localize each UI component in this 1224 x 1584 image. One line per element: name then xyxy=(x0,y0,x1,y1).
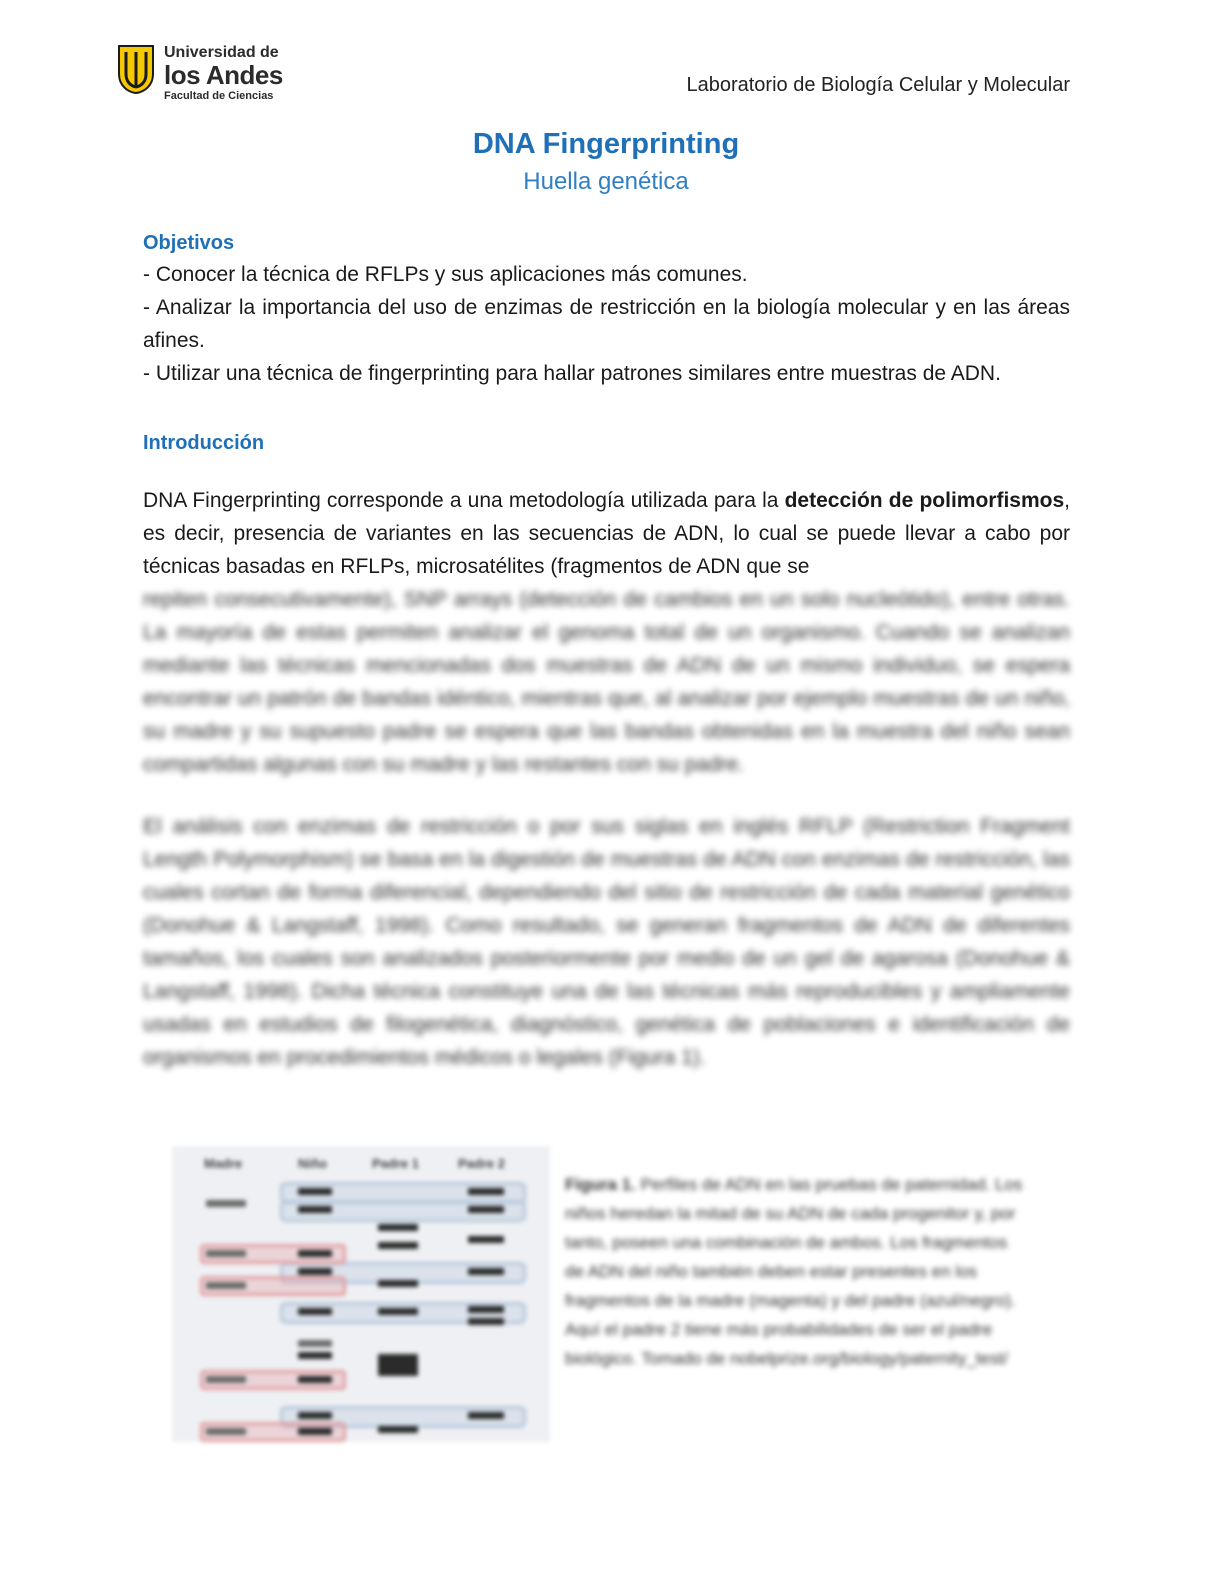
figure-caption xyxy=(565,1170,1025,1373)
logo-line-3: Facultad de Ciencias xyxy=(164,90,274,102)
gel-band xyxy=(206,1200,246,1207)
lane-header: Padre 1 xyxy=(372,1156,419,1171)
document-title: DNA Fingerprinting xyxy=(472,128,740,160)
lane-header: Niño xyxy=(298,1156,327,1171)
caption-label: Figura 1. xyxy=(565,1175,636,1194)
gel-band xyxy=(378,1308,418,1315)
gel-band xyxy=(378,1280,418,1287)
gel-band xyxy=(468,1412,504,1419)
gel-figure xyxy=(172,1146,550,1442)
gel-band xyxy=(298,1428,332,1435)
objectives-section xyxy=(143,228,1070,390)
gel-band xyxy=(468,1268,504,1275)
university-shield-icon xyxy=(116,44,156,94)
paragraph-blurred: El análisis con enzimas de restricción o por sus siglas en inglés RFLP (Restriction Fragment Length Polymorphism) se basa en la digestión de muestras de ADN con enzimas de restricción, las cuales cortan de forma diferencial, dependiendo del sitio de restricción de cada material genético (Donohue & Langstaff, 1998). Como resultado, se generan fragmentos de ADN de diferentes tamaños, los cuales son analizados posteriormente por medio de un gel de agarosa (Donohue & Langstaff, 1998). Dicha técnica constituye una de las técnicas más reproducibles y ampliamente usadas en estudios de filogenética, diagnóstico, genética de poblaciones e identificación de organismos en procedimientos médicos o legales (Figura 1). xyxy=(143,815,1070,1069)
objective-item: - Conocer la técnica de RFLPs y sus aplicaciones más comunes. xyxy=(143,263,748,286)
lab-name: Laboratorio de Biología Celular y Molecular xyxy=(686,74,1070,96)
paragraph-visible xyxy=(143,484,1070,583)
document-subtitle: Huella genética xyxy=(523,168,689,195)
gel-band xyxy=(298,1268,332,1275)
gel-band xyxy=(298,1308,332,1315)
logo-line-1: Universidad de xyxy=(164,44,279,61)
gel-band xyxy=(378,1242,418,1249)
paragraph-blurred: repiten consecutivamente), SNP arrays (detección de cambios en un solo nucleótido), entre otras. La mayoría de estas permiten analizar el genoma total de un organismo. Cuando se analizan mediante las técnicas mencionadas dos muestras de ADN de un mismo individuo, se espera encontrar un patrón de bandas idéntico, mientras que, al analizar por ejemplo muestras de un niño, su madre y su supuesto padre se espera que las bandas obtenidas en la muestra del niño sean compartidas algunas con su madre y las restantes con su padre. xyxy=(143,588,1070,776)
paragraph-text: DNA Fingerprinting corresponde a una metodología utilizada para la xyxy=(143,489,785,512)
gel-band xyxy=(298,1340,332,1347)
gel-band xyxy=(468,1236,504,1243)
logo-text xyxy=(164,44,283,104)
gel-band xyxy=(378,1426,418,1433)
caption-text: Perfiles de ADN en las pruebas de paternidad. Los niños heredan la mitad de su ADN de cada progenitor y, por tanto, poseen una combinación de ambos. Los fragmentos de ADN del niño también deben estar presentes en los fragmentos de la madre (magenta) y del padre (azul/negro). Aquí el padre 2 tiene más probabilidades de ser el padre biológico. Tomado de nobelprize.org/biology/paternity_test/ xyxy=(565,1175,1023,1368)
introduction-paragraph-2 xyxy=(143,810,1070,1074)
gel-band xyxy=(206,1282,246,1289)
gel-band xyxy=(206,1428,246,1435)
lane-header: Padre 2 xyxy=(458,1156,505,1171)
gel-band xyxy=(206,1376,246,1383)
gel-band xyxy=(298,1352,332,1359)
gel-band xyxy=(206,1250,246,1257)
lane-header: Madre xyxy=(204,1156,243,1171)
gel-band xyxy=(298,1376,332,1383)
gel-band xyxy=(468,1206,504,1213)
gel-band xyxy=(378,1224,418,1231)
paragraph-bold-term: detección de polimorfismos xyxy=(784,489,1065,512)
objective-item: - Analizar la importancia del uso de enzimas de restricción en la biología molecular y en las áreas afines. xyxy=(143,296,1070,352)
objective-item: - Utilizar una técnica de fingerprinting para hallar patrones similares entre muestras de ADN. xyxy=(143,362,1001,385)
gel-band xyxy=(468,1306,504,1313)
gel-band xyxy=(468,1318,504,1325)
gel-band xyxy=(298,1188,332,1195)
gel-band xyxy=(298,1206,332,1213)
gel-band xyxy=(378,1354,418,1376)
university-logo xyxy=(116,44,286,108)
introduction-paragraph-1 xyxy=(143,484,1070,781)
objectives-heading: Objetivos xyxy=(143,232,235,254)
paragraph-text: , es decir, presencia de variantes en las secuencias de ADN, lo cual se puede llevar a cabo por técnicas basadas en RFLPs, microsatélites (fragmentos de ADN que se xyxy=(143,489,1070,578)
introduction-heading: Introducción xyxy=(143,432,265,454)
gel-band xyxy=(468,1188,504,1195)
gel-band xyxy=(298,1250,332,1257)
gel-band xyxy=(298,1412,332,1419)
introduction-section xyxy=(143,428,1070,458)
logo-line-2: los Andes xyxy=(164,60,283,90)
